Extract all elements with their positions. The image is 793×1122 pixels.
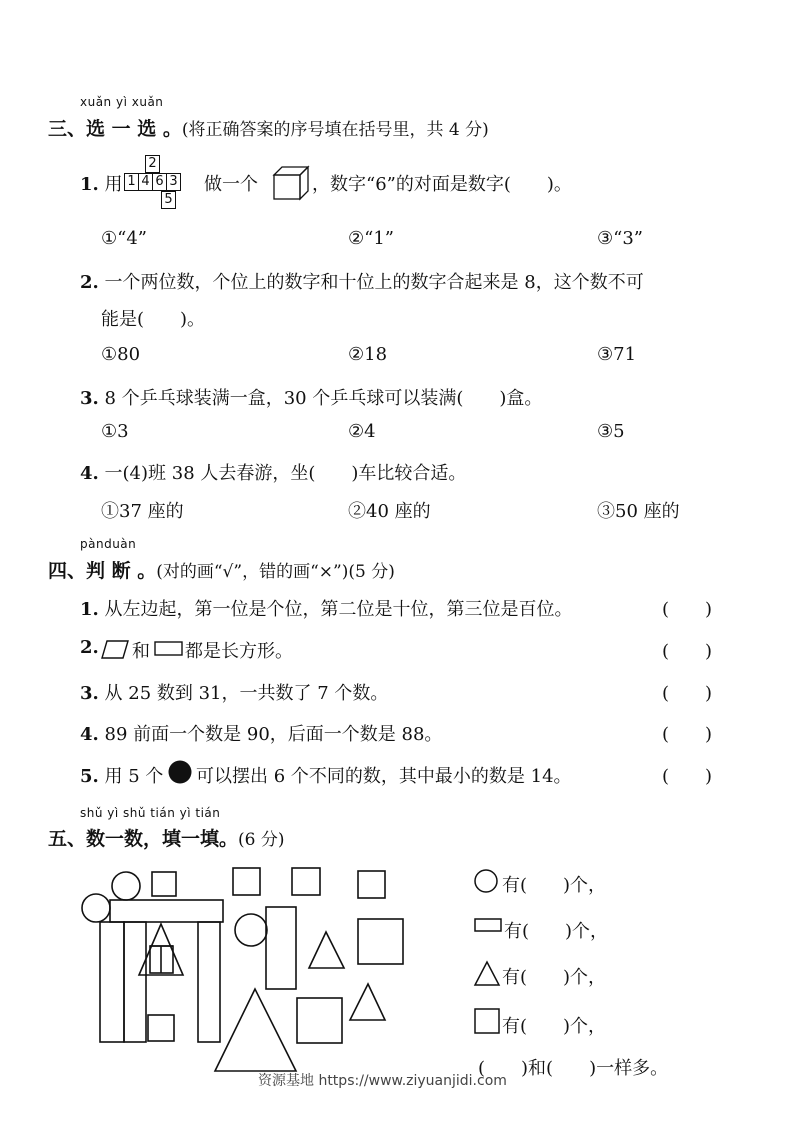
figure-square [297, 998, 342, 1043]
equal-count-answer[interactable]: ( )和( )一样多。 [478, 1058, 669, 1079]
q3-3-option-2: ②4 [348, 421, 376, 442]
circle-icon [474, 869, 500, 895]
judge-item-4 [80, 720, 442, 746]
count-triangle-answer[interactable]: 有( )个， [502, 967, 607, 988]
judge-4-number: 4. [80, 724, 99, 745]
judge-3-number: 3. [80, 683, 99, 704]
count-square-answer[interactable]: 有( )个， [502, 1016, 607, 1037]
q3-1-prefix-line [80, 170, 123, 196]
q3-4-text: 一(4)班 38 人去春游，坐( )车比较合适。 [104, 463, 467, 484]
figure-circle [235, 914, 267, 946]
figure-rectangle [266, 907, 296, 989]
q3-3-line [80, 384, 542, 410]
q3-2-text1: 一个两位数，个位上的数字和十位上的数字合起来是 8，这个数不可 [104, 272, 644, 293]
q3-3-number: 3. [80, 388, 99, 409]
judge-1-number: 1. [80, 599, 99, 620]
parallelogram-icon [101, 640, 131, 660]
judge-item-3 [80, 679, 388, 705]
q3-1-option-3: ③“3” [597, 228, 643, 249]
section3-pinyin: xuǎn yì xuǎn [80, 95, 164, 109]
section3-note: (将正确答案的序号填在括号里，共 4 分) [181, 120, 489, 140]
q3-2-line2: 能是( )。 [101, 309, 206, 330]
judge-4-answer-box[interactable]: ( ) [662, 724, 713, 745]
judge-1-answer-box[interactable]: ( ) [662, 599, 713, 620]
figure-circle [112, 872, 140, 900]
count-rectangle-answer[interactable]: 有( )个， [504, 921, 609, 942]
figure-square [148, 1015, 174, 1041]
judge-2-text-a: 和 [132, 641, 150, 662]
judge-2-number: 2. [80, 637, 99, 658]
q3-2-option-2: ②18 [348, 344, 388, 365]
section4-heading [48, 556, 395, 583]
q3-2-number: 2. [80, 272, 99, 293]
judge-item-5 [80, 762, 163, 788]
q3-1-prefix: 用 [104, 174, 123, 195]
figure-square [292, 868, 320, 895]
figure-rectangle [110, 900, 223, 922]
figure-circle [82, 894, 110, 922]
judge-5-text-b: 可以摆出 6 个不同的数，其中最小的数是 14。 [196, 766, 572, 787]
judge-5-number: 5. [80, 766, 99, 787]
figure-rectangle [100, 922, 124, 1042]
cube-icon [272, 165, 310, 201]
section5-note: (6 分) [238, 830, 285, 850]
net-cell: 4 [138, 173, 153, 191]
rectangle-shape-icon [474, 918, 504, 934]
net-cell: 6 [152, 173, 167, 191]
q3-3-text: 8 个乒乓球装满一盒，30 个乒乓球可以装满( )盒。 [104, 388, 543, 409]
q3-1-option-1: ①“4” [101, 228, 147, 249]
judge-3-answer-box[interactable]: ( ) [662, 683, 713, 704]
q3-1-mid: 做一个 [204, 174, 258, 195]
net-cell-bottom: 5 [161, 191, 176, 209]
net-cell: 1 [124, 173, 139, 191]
q3-4-option-3: ③50 座的 [597, 501, 680, 522]
section3-title: 三、选 一 选 。 [48, 118, 182, 140]
q3-2-option-3: ③71 [597, 344, 637, 365]
q3-3-option-3: ③5 [597, 421, 625, 442]
judge-1-text: 从左边起，第一位是个位，第二位是十位，第三位是百位。 [104, 599, 573, 620]
judge-2-answer-box[interactable]: ( ) [662, 641, 713, 662]
q3-4-line [80, 459, 466, 485]
figure-rectangle [124, 922, 146, 1042]
figure-square [358, 919, 403, 964]
judge-item-2 [80, 637, 99, 658]
q3-4-number: 4. [80, 463, 99, 484]
triangle-icon [474, 961, 502, 987]
count-circle-answer[interactable]: 有( )个， [502, 875, 607, 896]
judge-item-1 [80, 595, 573, 621]
net-cell: 3 [166, 173, 181, 191]
section5-pinyin: shǔ yì shǔ tián yì tián [80, 806, 221, 820]
judge-3-text: 从 25 数到 31，一共数了 7 个数。 [104, 683, 389, 704]
section4-pinyin: pànduàn [80, 537, 137, 551]
q3-3-option-1: ①3 [101, 421, 129, 442]
figure-square [233, 868, 260, 895]
judge-5-answer-box[interactable]: ( ) [662, 766, 713, 787]
q3-2-line1 [80, 268, 644, 294]
net-cell-top: 2 [145, 155, 160, 173]
section5-heading [48, 824, 285, 851]
q3-1-number: 1. [80, 174, 99, 195]
q3-4-option-2: ②40 座的 [348, 501, 431, 522]
section4-note: (对的画“√”，错的画“×”)(5 分) [156, 562, 395, 582]
figure-triangle [309, 932, 344, 968]
judge-4-text: 89 前面一个数是 90，后面一个数是 88。 [104, 724, 443, 745]
rectangle-icon [154, 641, 184, 657]
figure-square [152, 872, 176, 896]
footer-watermark: 资源基地 https://www.ziyuanjidi.com [258, 1073, 507, 1089]
figure-rectangle [198, 922, 220, 1042]
figure-square [358, 871, 385, 898]
q3-1-suffix: ，数字“6”的对面是数字( )。 [312, 174, 572, 195]
filled-circle-icon [168, 759, 194, 785]
section5-title: 五、数一数，填一填。 [48, 828, 239, 850]
section3-heading [48, 114, 489, 141]
square-icon [474, 1008, 502, 1034]
q3-4-option-1: ①37 座的 [101, 501, 184, 522]
section4-title: 四、判 断 。 [48, 560, 157, 582]
judge-2-text-b: 都是长方形。 [185, 641, 293, 662]
q3-2-option-1: ①80 [101, 344, 141, 365]
shapes-figure [80, 862, 400, 1077]
figure-triangle [350, 984, 385, 1020]
judge-5-text-a: 用 5 个 [104, 766, 164, 787]
figure-triangle [215, 989, 296, 1071]
q3-1-option-2: ②“1” [348, 228, 394, 249]
